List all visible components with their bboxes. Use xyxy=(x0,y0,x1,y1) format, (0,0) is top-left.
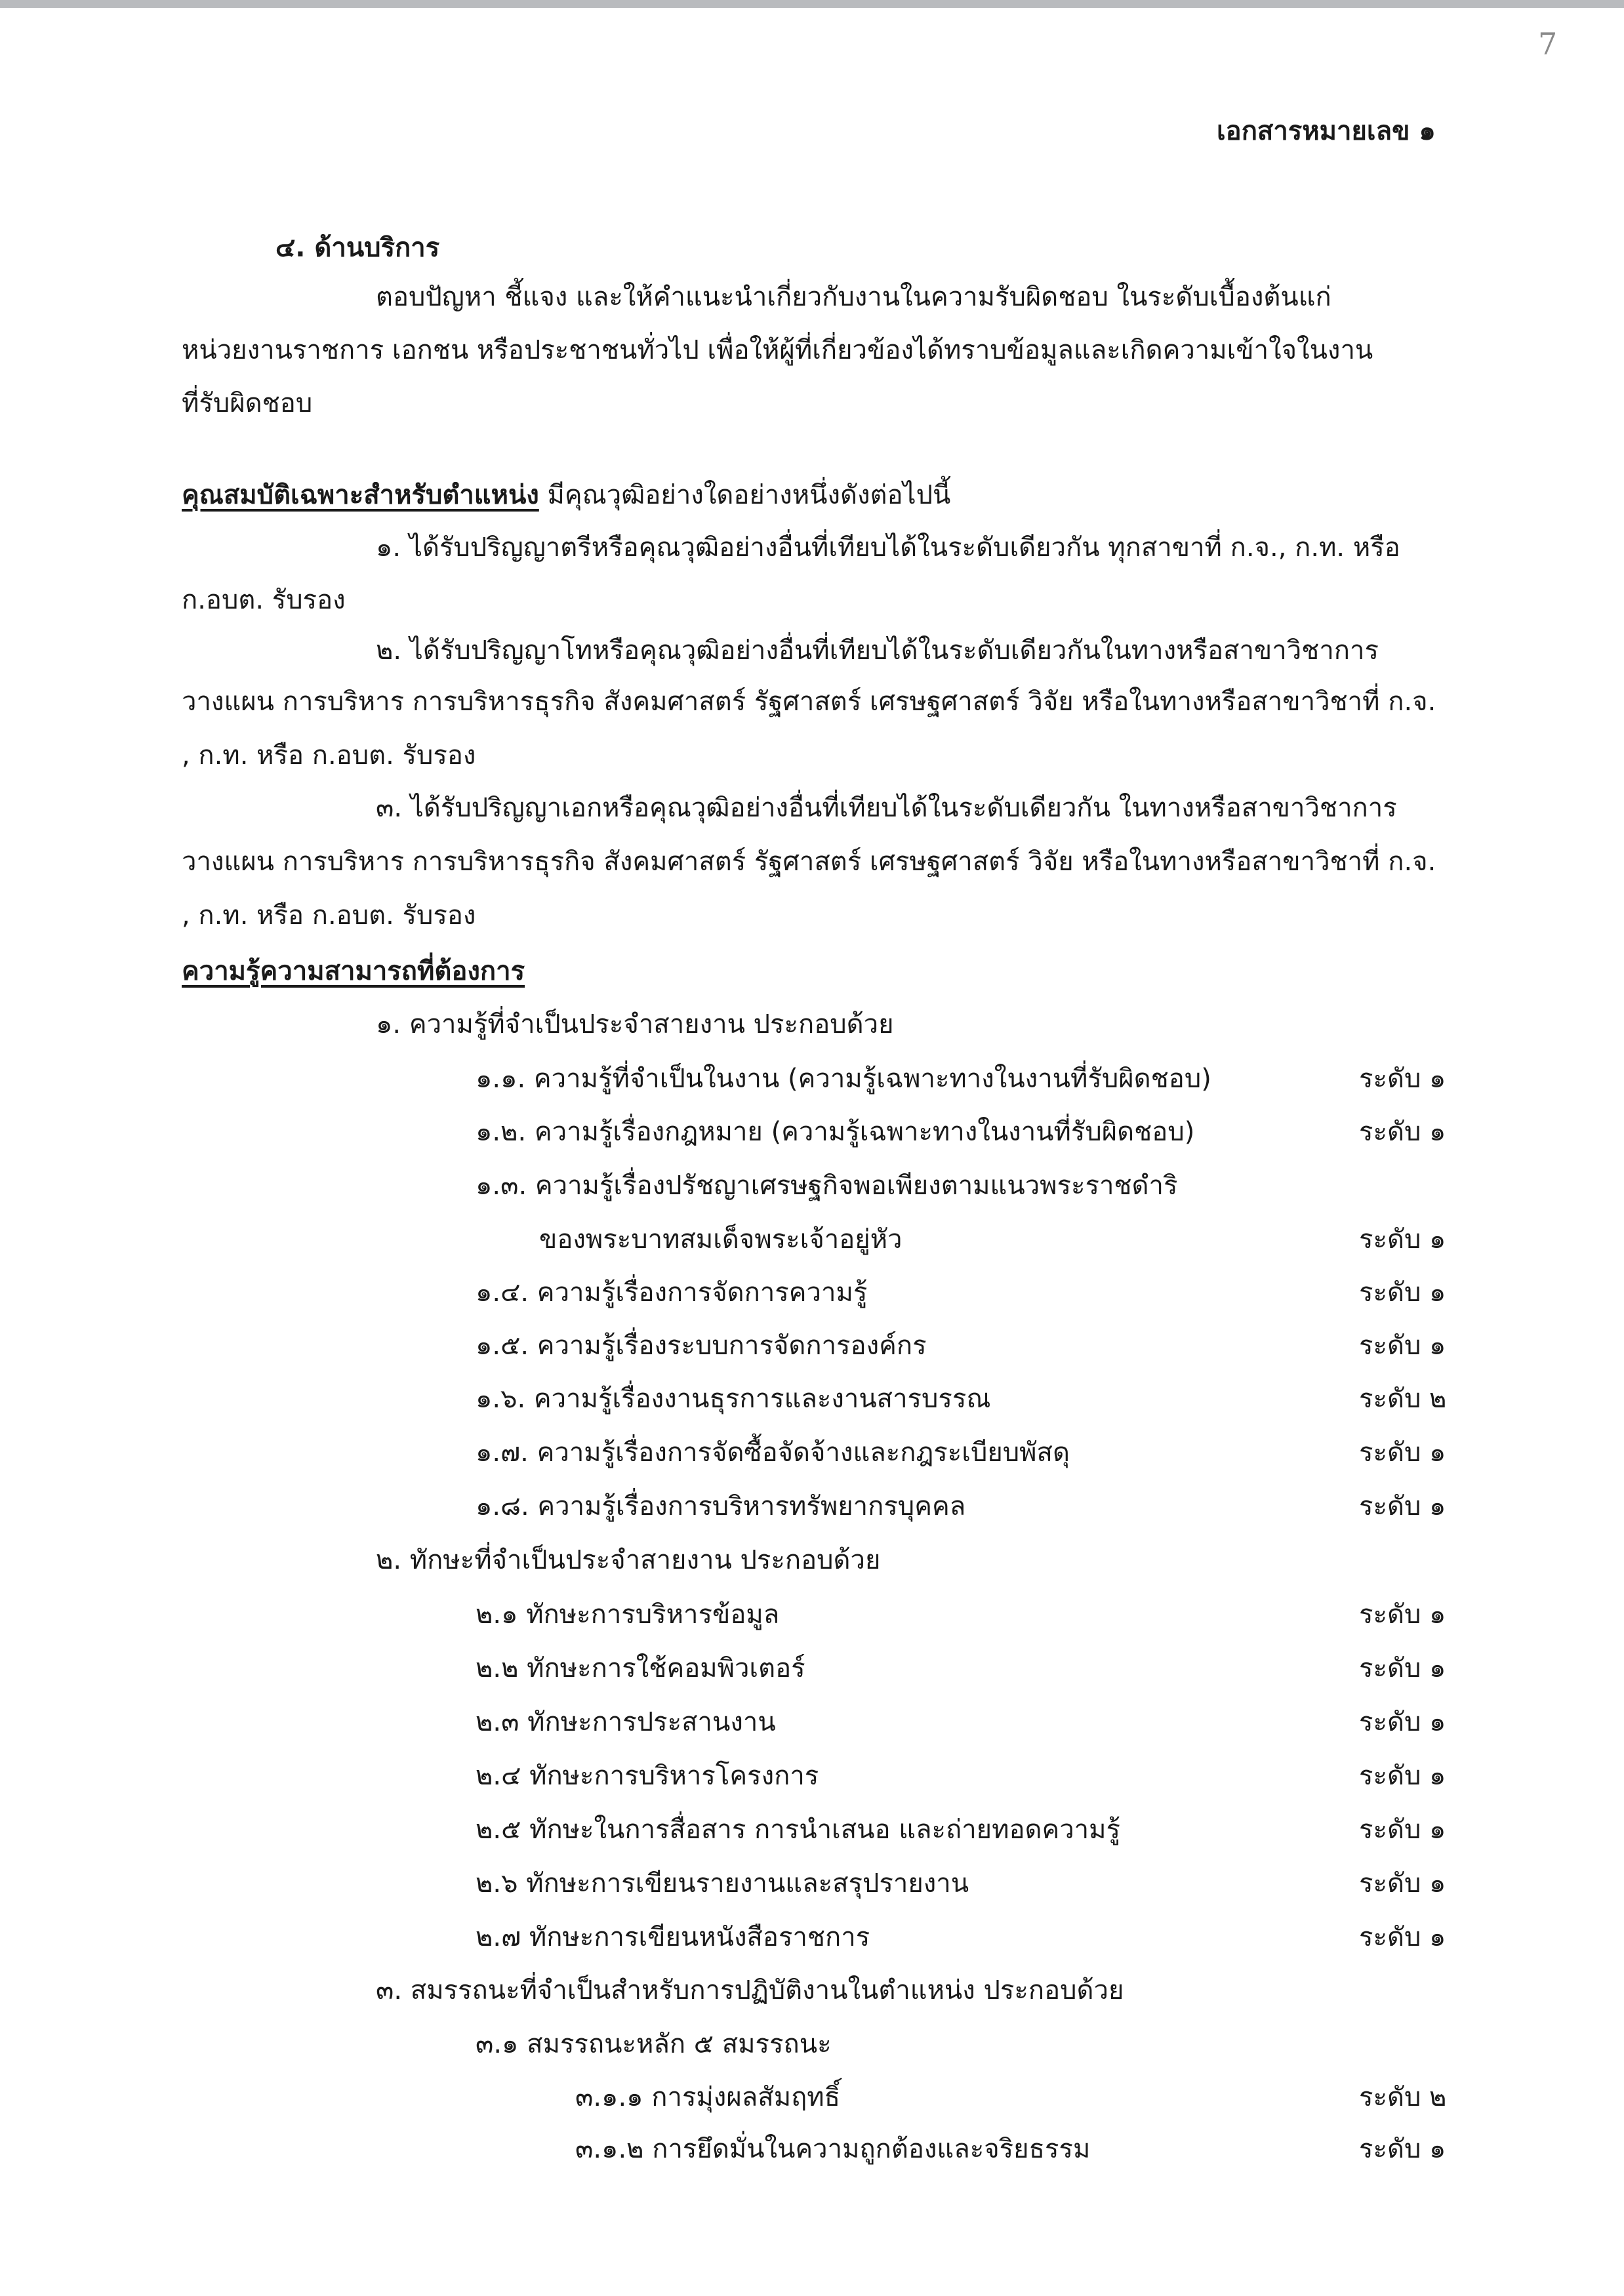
knowledge-level: ระดับ ๑ xyxy=(1359,1331,1446,1361)
qualification-line: วางแผน การบริหาร การบริหารธุรกิจ สังคมศาสตร์ รัฐศาสตร์ เศรษฐศาสตร์ วิจัย หรือในทางหรือสาขาวิชาที่ ก.จ. xyxy=(182,687,1436,717)
qualification-line: ๓. ได้รับปริญญาเอกหรือคุณวุฒิอย่างอื่นที่เทียบได้ในระดับเดียวกัน ในทางหรือสาขาวิชาการ xyxy=(376,793,1397,823)
skill-level: ระดับ ๑ xyxy=(1359,1868,1446,1899)
knowledge-item: ๑.๒. ความรู้เรื่องกฎหมาย (ความรู้เฉพาะทางในงานที่รับผิดชอบ) xyxy=(476,1117,1195,1147)
knowledge-level: ระดับ ๒ xyxy=(1359,1384,1447,1414)
competency-heading: ความรู้ความสามารถที่ต้องการ xyxy=(182,956,525,986)
skill-item: ๒.๓ ทักษะการประสานงาน xyxy=(476,1707,776,1737)
skill-item: ๒.๖ ทักษะการเขียนรายงานและสรุปรายงาน xyxy=(476,1868,969,1899)
knowledge-level: ระดับ ๑ xyxy=(1359,1117,1446,1147)
qualification-line: , ก.ท. หรือ ก.อบต. รับรอง xyxy=(182,900,476,931)
knowledge-level: ระดับ ๑ xyxy=(1359,1064,1446,1094)
core-competency-level: ระดับ ๒ xyxy=(1359,2082,1447,2112)
core-competency-level: ระดับ ๑ xyxy=(1359,2134,1446,2164)
qualification-line: , ก.ท. หรือ ก.อบต. รับรอง xyxy=(182,740,476,771)
knowledge-level: ระดับ ๑ xyxy=(1359,1278,1446,1308)
skills-heading: ๒. ทักษะที่จำเป็นประจำสายงาน ประกอบด้วย xyxy=(376,1545,881,1575)
section-heading: ๔. ด้านบริการ xyxy=(275,233,440,263)
knowledge-item: ของพระบาทสมเด็จพระเจ้าอยู่หัว xyxy=(539,1224,903,1255)
knowledge-item: ๑.๗. ความรู้เรื่องการจัดซื้อจัดจ้างและกฎระเบียบพัสดุ xyxy=(476,1438,1070,1468)
skill-level: ระดับ ๑ xyxy=(1359,1761,1446,1791)
paragraph-line: หน่วยงานราชการ เอกชน หรือประชาชนทั่วไป เพื่อให้ผู้ที่เกี่ยวข้องได้ทราบข้อมูลและเกิดความเข้าใจในงาน xyxy=(182,335,1373,365)
document-label: เอกสารหมายเลข ๑ xyxy=(1217,116,1436,146)
qualifications-heading-line xyxy=(182,482,950,508)
knowledge-item: ๑.๑. ความรู้ที่จำเป็นในงาน (ความรู้เฉพาะทางในงานที่รับผิดชอบ) xyxy=(476,1064,1211,1094)
knowledge-level: ระดับ ๑ xyxy=(1359,1224,1446,1255)
knowledge-item: ๑.๕. ความรู้เรื่องระบบการจัดการองค์กร xyxy=(476,1331,927,1361)
skill-item: ๒.๔ ทักษะการบริหารโครงการ xyxy=(476,1761,819,1791)
competency-subheading: ๓. สมรรถนะที่จำเป็นสำหรับการปฏิบัติงานในตำแหน่ง ประกอบด้วย xyxy=(376,1975,1124,2005)
skill-item: ๒.๒ ทักษะการใช้คอมพิวเตอร์ xyxy=(476,1653,805,1683)
knowledge-item: ๑.๓. ความรู้เรื่องปรัชญาเศรษฐกิจพอเพียงตามแนวพระราชดำริ xyxy=(476,1171,1178,1201)
skill-level: ระดับ ๑ xyxy=(1359,1707,1446,1737)
qualification-line: ๒. ได้รับปริญญาโทหรือคุณวุฒิอย่างอื่นที่เทียบได้ในระดับเดียวกันในทางหรือสาขาวิชาการ xyxy=(376,635,1379,666)
core-competency-heading: ๓.๑ สมรรถนะหลัก ๕ สมรรถนะ xyxy=(476,2029,832,2059)
skill-item: ๒.๕ ทักษะในการสื่อสาร การนำเสนอ และถ่ายทอดความรู้ xyxy=(476,1815,1120,1845)
paragraph-line: ที่รับผิดชอบ xyxy=(182,388,313,418)
knowledge-item: ๑.๔. ความรู้เรื่องการจัดการความรู้ xyxy=(476,1278,868,1308)
core-competency-item: ๓.๑.๒ การยึดมั่นในความถูกต้องและจริยธรรม xyxy=(575,2134,1091,2164)
knowledge-item: ๑.๘. ความรู้เรื่องการบริหารทรัพยากรบุคคล xyxy=(476,1491,966,1521)
qualifications-heading-suffix: มีคุณวุฒิอย่างใดอย่างหนึ่งดังต่อไปนี้ xyxy=(538,480,951,510)
paragraph-line: ตอบปัญหา ชี้แจง และให้คำแนะนำเกี่ยวกับงานในความรับผิดชอบ ในระดับเบื้องต้นแก่ xyxy=(376,282,1331,312)
skill-level: ระดับ ๑ xyxy=(1359,1653,1446,1683)
skill-level: ระดับ ๑ xyxy=(1359,1815,1446,1845)
knowledge-item: ๑.๖. ความรู้เรื่องงานธุรการและงานสารบรรณ xyxy=(476,1384,991,1414)
knowledge-level: ระดับ ๑ xyxy=(1359,1491,1446,1521)
skill-item: ๒.๗ ทักษะการเขียนหนังสือราชการ xyxy=(476,1922,870,1952)
knowledge-level: ระดับ ๑ xyxy=(1359,1438,1446,1468)
skill-level: ระดับ ๑ xyxy=(1359,1922,1446,1952)
skill-item: ๒.๑ ทักษะการบริหารข้อมูล xyxy=(476,1600,780,1630)
page-number-mark: 7 xyxy=(1538,26,1558,62)
knowledge-heading: ๑. ความรู้ที่จำเป็นประจำสายงาน ประกอบด้วย xyxy=(376,1009,894,1039)
qualifications-heading: คุณสมบัติเฉพาะสำหรับตำแหน่ง xyxy=(182,480,539,510)
qualification-line: ๑. ได้รับปริญญาตรีหรือคุณวุฒิอย่างอื่นที่เทียบได้ในระดับเดียวกัน ทุกสาขาที่ ก.จ., ก.ท. หรือ xyxy=(376,533,1400,563)
qualification-line: วางแผน การบริหาร การบริหารธุรกิจ สังคมศาสตร์ รัฐศาสตร์ เศรษฐศาสตร์ วิจัย หรือในทางหรือสาขาวิชาที่ ก.จ. xyxy=(182,847,1436,877)
skill-level: ระดับ ๑ xyxy=(1359,1600,1446,1630)
core-competency-item: ๓.๑.๑ การมุ่งผลสัมฤทธิ์ xyxy=(575,2082,841,2112)
qualification-line: ก.อบต. รับรอง xyxy=(182,585,346,615)
